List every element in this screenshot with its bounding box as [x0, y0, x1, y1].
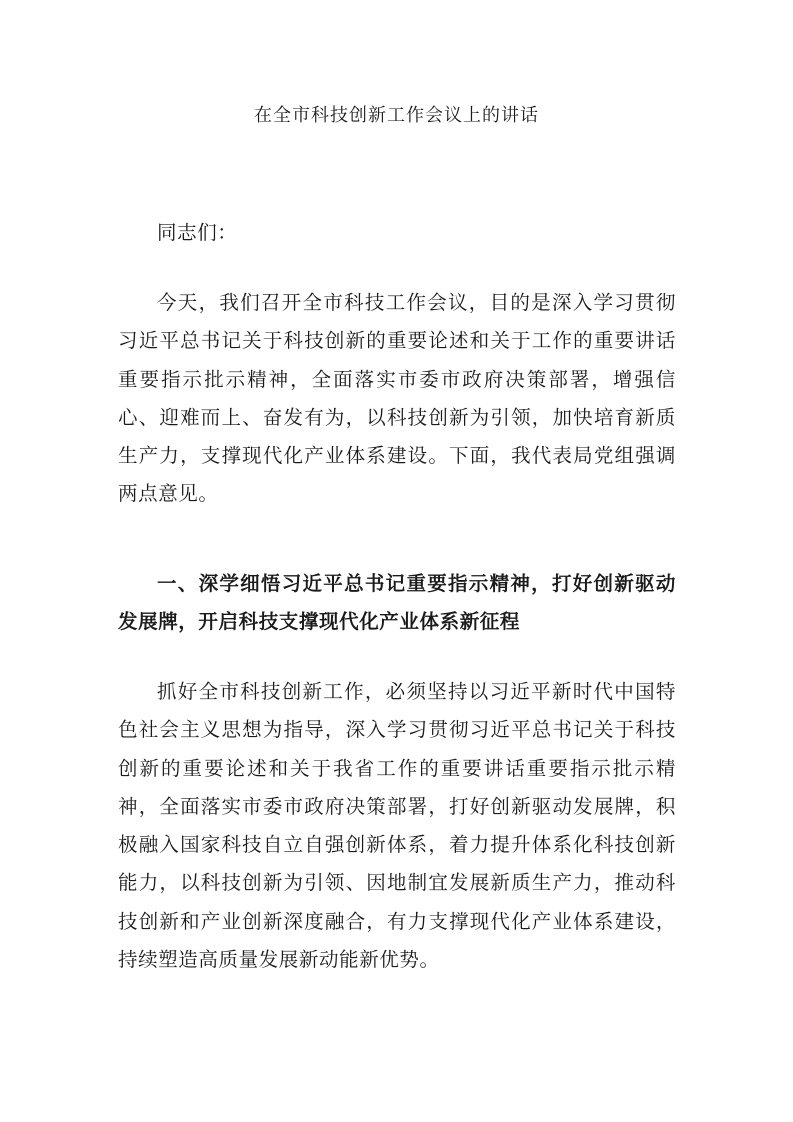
paragraph-opening: 今天，我们召开全市科技工作会议，目的是深入学习贯彻习近平总书记关于科技创新的重要论述和关于工作的重要讲话重要指示批示精神，全面落实市委市政府决策部署，增强信心、迎难而上、奋发有为，以科技创新为引领，加快培育新质生产力，支撑现代化产业体系建设。下面，我代表局党组强调两点意见。	[118, 291, 676, 506]
salutation: 同志们：	[157, 221, 238, 244]
section-heading-1: 一、深学细悟习近平总书记重要指示精神，打好创新驱动发展牌，开启科技支撑现代化产业体系新征程	[118, 572, 676, 634]
paragraph-section-1: 抓好全市科技创新工作，必须坚持以习近平新时代中国特色社会主义思想为指导，深入学习贯彻习近平总书记关于科技创新的重要论述和关于我省工作的重要讲话重要指示批示精神，全面落实市委市政府决策部署，打好创新驱动发展牌，积极融入国家科技自立自强创新体系，着力提升体系化科技创新能力，以科技创新为引领、因地制宜发展新质生产力，推动科技创新和产业创新深度融合，有力支撑现代化产业体系建设，持续塑造高质量发展新动能新优势。	[118, 680, 676, 972]
document-title: 在全市科技创新工作会议上的讲话	[254, 105, 539, 126]
